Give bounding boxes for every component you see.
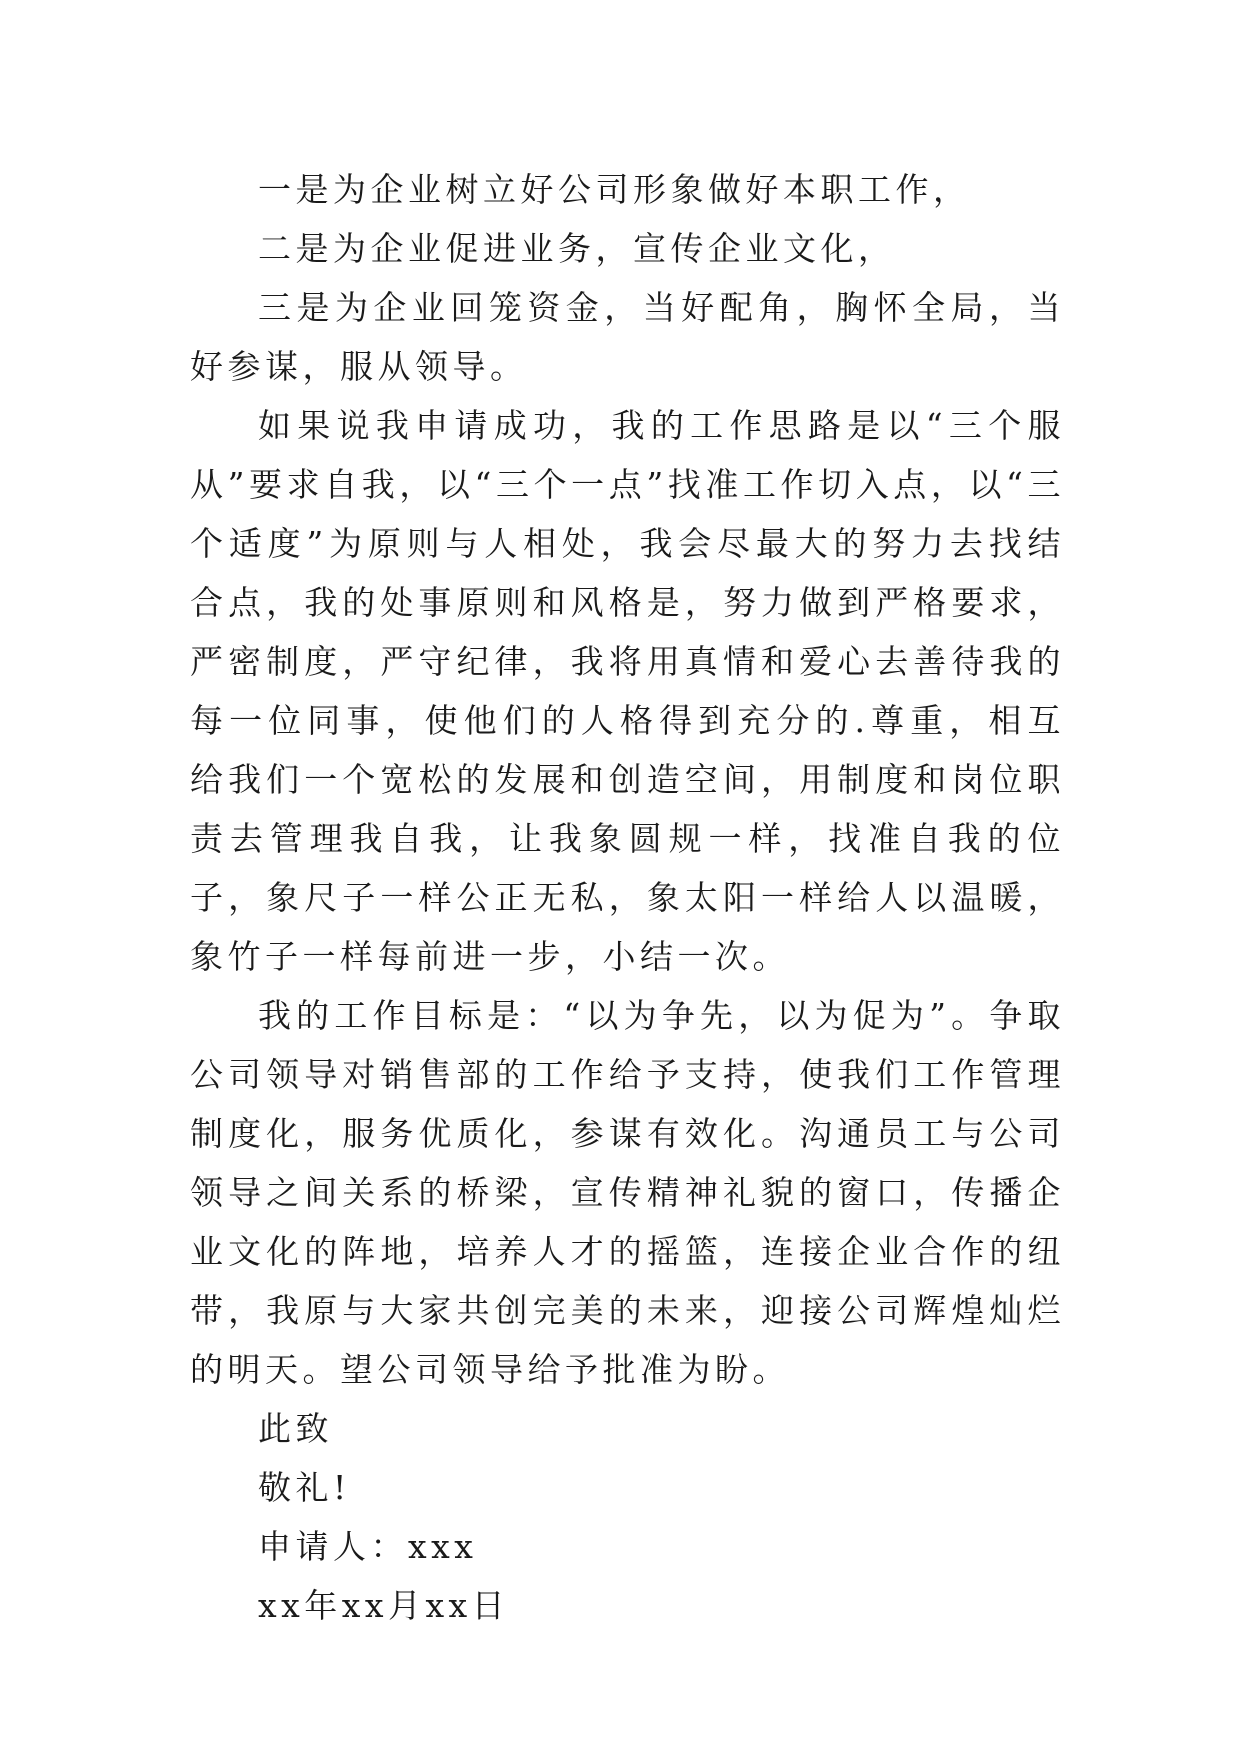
paragraph-duty-three: 三是为企业回笼资金，当好配角，胸怀全局，当好参谋，服从领导。 <box>190 288 1065 386</box>
paragraph-work-approach: 如果说我申请成功，我的工作思路是以“三个服从”要求自我，以“三个一点”找准工作切入点，以“三个适度”为原则与人相处，我会尽最大的努力去找结合点，我的处事原则和风格是，努力做到严格要求，严密制度，严守纪律，我将用真情和爱心去善待我的每一位同事，使他们的人格得到充分的.尊重，相互给我们一个宽松的发展和创造空间，用制度和岗位职责去管理我自我，让我象圆规一样，找准自我的位子，象尺子一样公正无私，象太阳一样给人以温暖，象竹子一样每前进一步，小结一次。 <box>190 406 1065 976</box>
closing-salutation: 此致 <box>258 1409 333 1448</box>
letter-body <box>190 160 1065 1635</box>
applicant-signature: 申请人：xxx <box>258 1527 478 1566</box>
paragraph-work-goal: 我的工作目标是：“以为争先，以为促为”。争取公司领导对销售部的工作给予支持，使我们工作管理制度化，服务优质化，参谋有效化。沟通员工与公司领导之间关系的桥梁，宣传精神礼貌的窗口，传播企业文化的阵地，培养人才的摇篮，连接企业合作的纽带，我原与大家共创完美的未来，迎接公司辉煌灿烂的明天。望公司领导给予批准为盼。 <box>190 996 1065 1389</box>
letter-date: xx年xx月xx日 <box>258 1586 510 1625</box>
paragraph-duty-two: 二是为企业促进业务，宣传企业文化， <box>258 229 896 268</box>
paragraph-duty-one: 一是为企业树立好公司形象做好本职工作， <box>258 170 971 209</box>
closing-regards: 敬礼! <box>258 1468 351 1507</box>
